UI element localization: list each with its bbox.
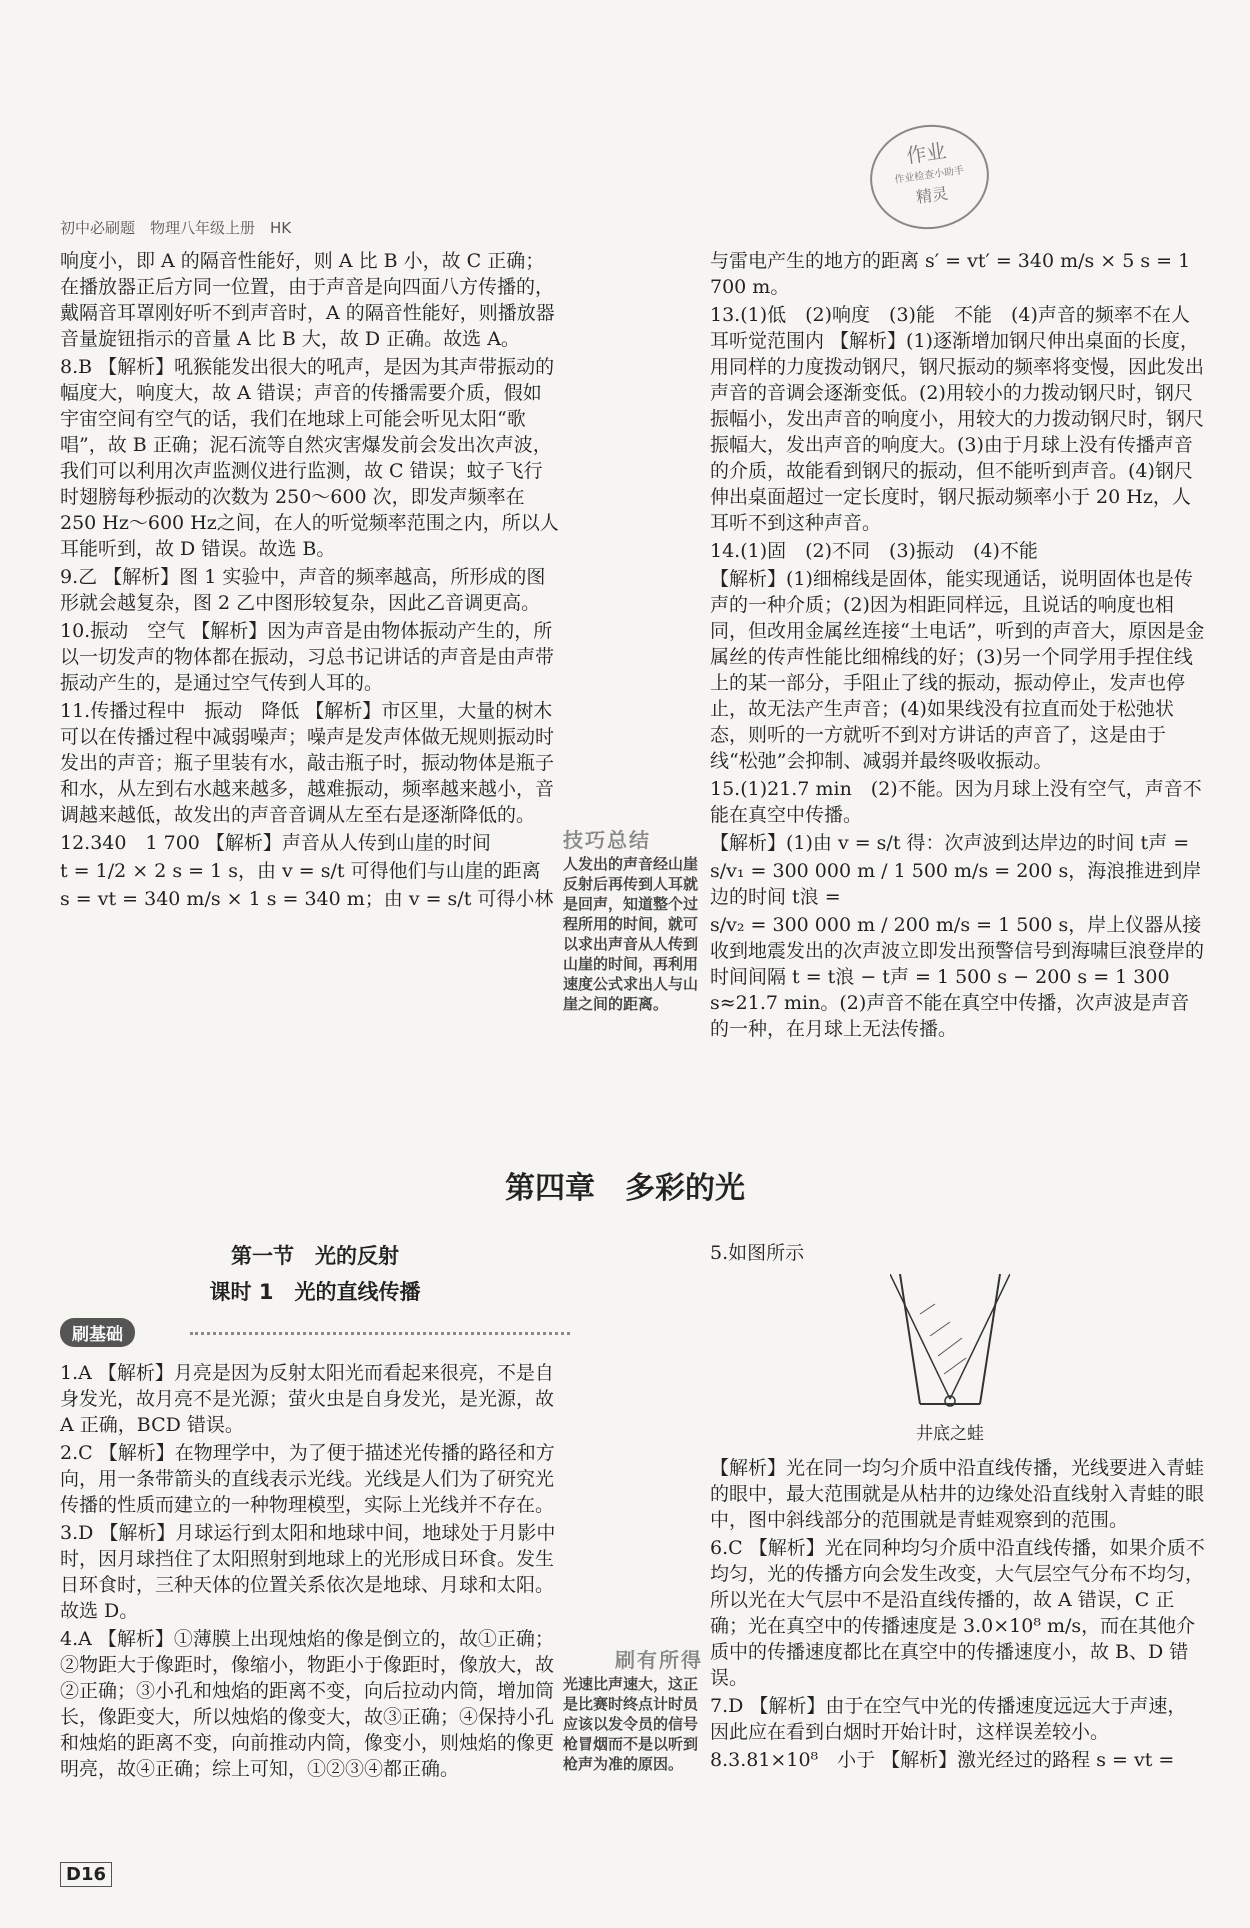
tips-title: 技巧总结 (563, 828, 651, 852)
running-header: 初中必刷题 物理八年级上册 HK (60, 219, 292, 237)
answer-4: 4.A 【解析】①薄膜上出现烛焰的像是倒立的，故①正确；②物距大于像距时，像缩小，物距小于像距时，像放大，故②正确；③小孔和烛焰的距离不变，向后拉动内筒，增加筒长，像距变大，所以烛焰的像变大，故③正确；④保持小孔和烛焰的距离不变，向前推动内筒，像变小，则烛焰的像更明亮，故④正确；综上可知，①②③④都正确。 (60, 1628, 555, 1780)
stamp-line1: 作业 (904, 138, 948, 168)
answer-8: 8.B 【解析】吼猴能发出很大的吼声，是因为其声带振动的幅度大，响度大，故 A 错误；声音的传播需要介质，假如宇宙空间有空气的话，我们在地球上可能会听见太阳“歌唱”，故 B 正确；泥石流等自然灾害爆发前会发出次声波，我们可以利用次声监测仪进行监测，故 C 错误；蚊子飞行时翅膀每秒振动的次数为 250～600 次，即发声频率在 250 Hz～600 Hz之间，在人的听觉频率范围之内，所以人耳能听到，故 D 错误。故选 B。 (60, 356, 559, 560)
figure-caption: 井底之蛙 (916, 1424, 984, 1444)
left-column-top (60, 248, 560, 914)
answer-2: 2.C 【解析】在物理学中，为了便于描述光传播的路径和方向，用一条带箭头的直线表示光线。光线是人们为了研究光传播的性质而建立的一种物理模型，实际上光线并不存在。 (60, 1442, 555, 1516)
answer-7: 7.D 【解析】由于在空气中光的传播速度远远大于声速，因此应在看到白烟时开始计时，这样误差较小。 (710, 1695, 1187, 1743)
lesson-title: 课时 1 光的直线传播 (209, 1280, 421, 1304)
answer-15-analysis-3: s/v₂ = 300 000 m / 200 m/s = 1 500 s，岸上仪器从接收到地震发出的次声波立即发出预警信号到海啸巨浪登岸的时间间隔 t = t浪 − t声 = 1 500 s − 200 s = 1 300 s≈21.7 min。(2)声音不能在真空中传播，次声波是声音的一种，在月球上无法传播。 (710, 914, 1205, 1040)
answer-8: 8.3.81×10⁸ 小于 【解析】激光经过的路程 s = vt = (710, 1749, 1175, 1771)
page-number: D16 (60, 1862, 112, 1887)
answer-6: 6.C 【解析】光在同种均匀介质中沿直线传播，如果介质不均匀，光的传播方向会发生改变，大气层空气分布不均匀，所以光在大气层中不是沿直线传播的，故 A 错误，C 正确；光在真空中的传播速度是 3.0×10⁸ m/s，而在其他介质中的传播速度都比在真空中的传播速度小，故 B、D 错误。 (710, 1537, 1205, 1689)
answer-13: 13.(1)低 (2)响度 (3)能 不能 (4)声音的频率不在人耳听觉范围内 【解析】(1)逐渐增加钢尺伸出桌面的长度，用同样的力度拨动钢尺，钢尺振动的频率将变慢，因此发出声音的音调会逐渐变低。(2)用较小的力拨动钢尺时，钢尺振幅小，发出声音的响度小，用较大的力拨动钢尺时，钢尺振幅大，发出声音的响度大。(3)由于月球上没有传播声音的介质，故能看到钢尺的振动，但不能听到声音。(4)钢尺伸出桌面超过一定长度时，钢尺振动频率小于 20 Hz，人耳听不到这种声音。 (710, 304, 1205, 534)
takeaway-text: 光速比声速大，这正是比赛时终点计时员应该以发令员的信号枪冒烟而不是以听到枪声为准的原因。 (563, 1675, 699, 1773)
chapter-title: 第四章 多彩的光 (505, 1171, 745, 1206)
answer-15-analysis-2: s/v₁ = 300 000 m / 1 500 m/s = 200 s，海浪推进到岸边的时间 t浪 = (710, 860, 1202, 908)
basics-banner (60, 1318, 560, 1350)
answer-12-formula-2: s = vt = 340 m/s × 1 s = 340 m；由 v = s/t 可得小林 (60, 888, 554, 910)
left-column-bottom (60, 1360, 560, 1784)
answer-10: 10.振动 空气 【解析】因为声音是由物体振动产生的，所以一切发声的物体都在振动，习总书记讲话的声音是由声带振动产生的，是通过空气传到人耳的。 (60, 620, 555, 694)
answer-14-analysis: 【解析】(1)细棉线是固体，能实现通话，说明固体也是传声的一种介质；(2)因为相距同样远，且说话的响度也相同，但改用金属丝连接“土电话”，听到的声音大，原因是金属丝的传声性能比细棉线的好；(3)另一个同学用手捏住线上的某一部分，手阻止了线的振动，振动停止，发声也停止，故无法产生声音；(4)如果线没有拉直而处于松弛状态，则听的一方就听不到对方讲话的声音了，这是由于线“松弛”会抑制、减弱并最终吸收振动。 (710, 568, 1205, 772)
answer-14: 14.(1)固 (2)不同 (3)振动 (4)不能 (710, 540, 1038, 562)
answer-5-analysis: 【解析】光在同一均匀介质中沿直线传播，光线要进入青蛙的眼中，最大范围就是从枯井的边缘处沿直线射入青蛙的眼中，图中斜线部分的范围就是青蛙观察到的范围。 (710, 1457, 1205, 1531)
takeaway-box (563, 1650, 703, 1774)
answer-15-analysis-1: 【解析】(1)由 v = s/t 得：次声波到达岸边的时间 t声 = (710, 832, 1190, 854)
answer-11: 11.传播过程中 振动 降低 【解析】市区里，大量的树木可以在传播过程中减弱噪声；噪声是发声体做无规则振动时发出的声音；瓶子里装有水，敲击瓶子时，振动物体是瓶子和水，从左到右水越来越多，越难振动，频率越来越小，音调越来越低，故发出的声音音调从左至右是逐渐降低的。 (60, 700, 555, 826)
section-title: 第一节 光的反射 (231, 1244, 399, 1268)
homework-stamp (863, 117, 995, 237)
answer-12-continued: 与雷电产生的地方的距离 s′ = vt′ = 340 m/s × 5 s = 1 700 m。 (710, 250, 1191, 298)
dotted-divider (190, 1332, 570, 1335)
stamp-line2: 作业检查小助手 (893, 165, 965, 186)
answer-5: 5.如图所示 (710, 1242, 805, 1264)
well-diagram (890, 1274, 1010, 1414)
tips-box (563, 830, 703, 1014)
right-column-bottom (710, 1240, 1205, 1775)
tips-text: 人发出的声音经山崖反射后再传到人耳就是回声，知道整个过程所用的时间，就可以求出声音从人传到山崖的时间，再利用速度公式求出人与山崖之间的距离。 (563, 855, 699, 1013)
answer-continued: 响度小，即 A 的隔音性能好，则 A 比 B 小，故 C 正确；在播放器正后方同一位置，由于声音是向四面八方传播的，戴隔音耳罩刚好听不到声音时，A 的隔音性能好，则播放器音量旋钮指示的音量 A 比 B 大，故 D 正确。故选 A。 (60, 250, 555, 350)
right-column-top (710, 248, 1205, 1044)
answer-1: 1.A 【解析】月亮是因为反射太阳光而看起来很亮，不是自身发光，故月亮不是光源；萤火虫是自身发光，是光源，故 A 正确，BCD 错误。 (60, 1362, 555, 1436)
answer-15: 15.(1)21.7 min (2)不能。因为月球上没有空气，声音不能在真空中传播。 (710, 778, 1202, 826)
basics-badge: 刷基础 (60, 1318, 135, 1347)
answer-9: 9.乙 【解析】图 1 实验中，声音的频率越高，所形成的图形就会越复杂，图 2 乙中图形较复杂，因此乙音调更高。 (60, 566, 546, 614)
stamp-line3: 精灵 (914, 183, 950, 207)
takeaway-title: 刷有所得 (615, 1648, 703, 1672)
answer-12: 12.340 1 700 【解析】声音从人传到山崖的时间 (60, 832, 491, 854)
answer-12-formula-1: t = 1/2 × 2 s = 1 s，由 v = s/t 可得他们与山崖的距离 (60, 860, 541, 882)
answer-3: 3.D 【解析】月球运行到太阳和地球中间，地球处于月影中时，因月球挡住了太阳照射到地球上的光形成日环食。发生日环食时，三种天体的位置关系依次是地球、月球和太阳。故选 D。 (60, 1522, 556, 1622)
well-frog-figure (890, 1274, 1010, 1447)
